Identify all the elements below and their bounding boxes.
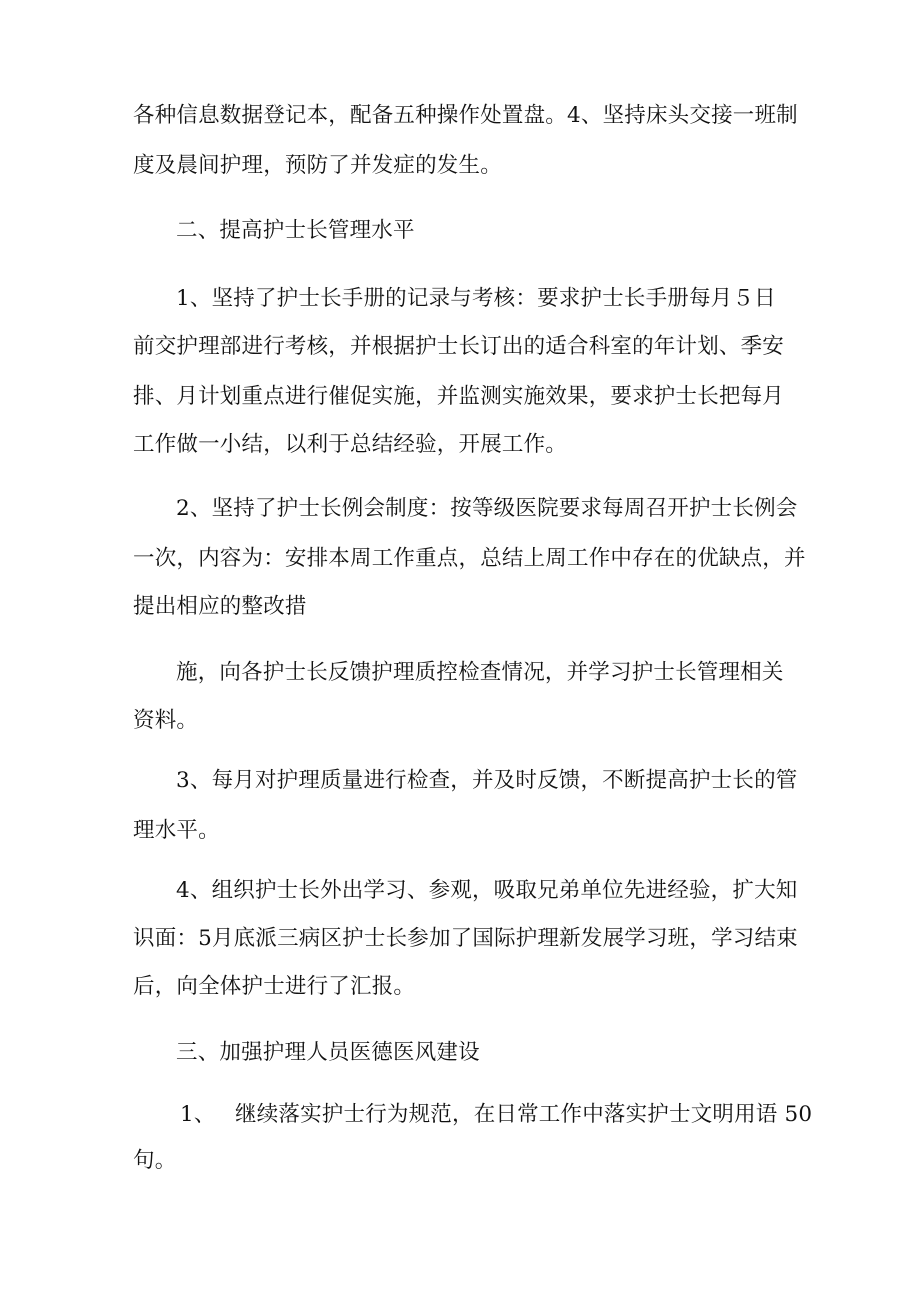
paragraph-line: 4、组织护士长外出学习、参观，吸取兄弟单位先进经验，扩大知 [176,878,798,903]
paragraph-line: 施，向各护士长反馈护理质控检查情况，并学习护士长管理相关 [176,660,784,685]
paragraph-line: 2、坚持了护士长例会制度：按等级医院要求每周召开护士长例会 [176,496,798,521]
paragraph-line: 工作做一小结，以利于总结经验，开展工作。 [133,432,568,457]
paragraph-line: 1、坚持了护士长手册的记录与考核：要求护士长手册每月５日 [176,286,776,311]
paragraph-line: 后，向全体护士进行了汇报。 [133,974,416,999]
paragraph-line: 资料。 [133,708,199,733]
paragraph-line: 提出相应的整改措 [133,594,307,619]
paragraph-line: 识面：5月底派三病区护士长参加了国际护理新发展学习班，学习结束 [133,926,798,951]
section-heading: 三、加强护理人员医德医风建设 [176,1040,480,1065]
paragraph-line: 理水平。 [133,818,220,843]
paragraph-line: 度及晨间护理，预防了并发症的发生。 [133,153,502,178]
paragraph-line: 继续落实护士行为规范，在日常工作中落实护士文明用语 50 [235,1102,813,1127]
paragraph-line: 各种信息数据登记本，配备五种操作处置盘。4、坚持床头交接一班制 [133,103,798,128]
paragraph-line: 一次，内容为：安排本周工作重点，总结上周工作中存在的优缺点，并 [133,546,806,571]
list-number: 1、 [180,1102,216,1127]
paragraph-line: 3、每月对护理质量进行检查，并及时反馈，不断提高护士长的管 [176,768,798,793]
paragraph-line: 排、月计划重点进行催促实施，并监测实施效果，要求护士长把每月 [133,384,785,409]
paragraph-line: 句。 [133,1148,177,1173]
paragraph-line: 前交护理部进行考核，并根据护士长订出的适合科室的年计划、季安 [133,334,785,359]
section-heading: 二、提高护士长管理水平 [176,218,415,243]
